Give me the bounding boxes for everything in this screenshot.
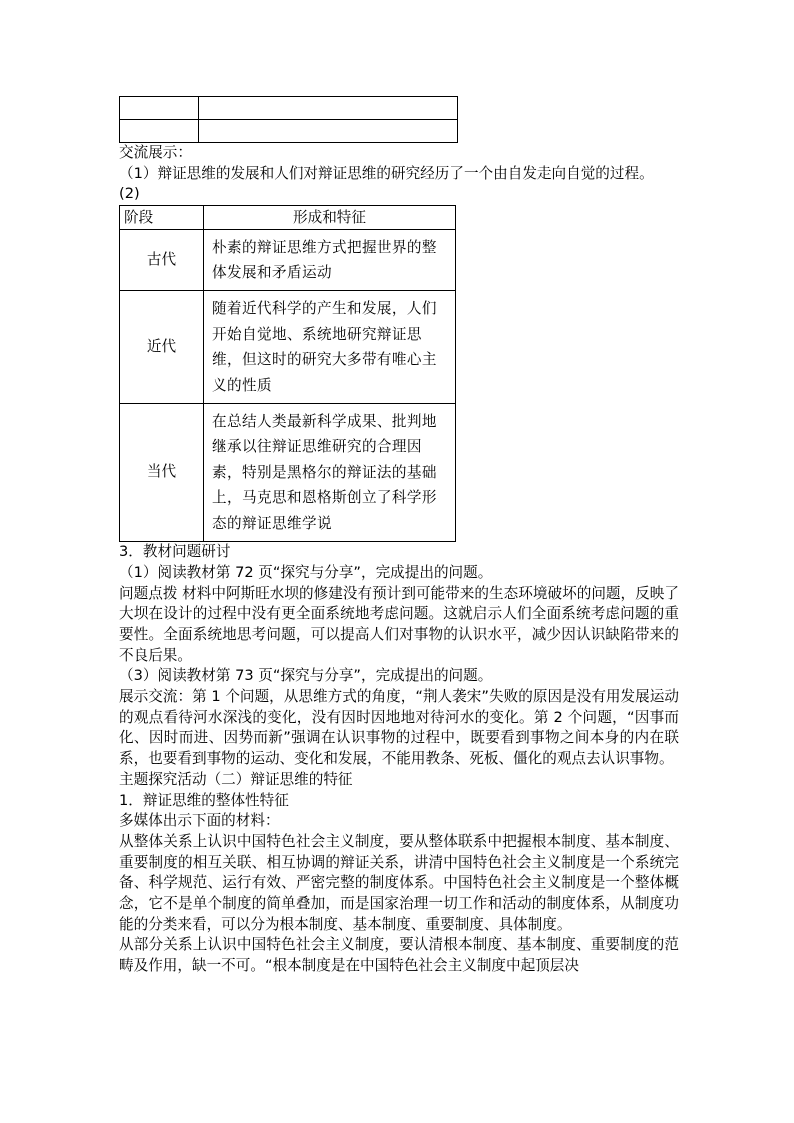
- table-header-row: [120, 206, 456, 230]
- media-intro: 多媒体出示下面的材料：: [119, 812, 280, 830]
- section-3-title: 3．教材问题研讨: [119, 543, 231, 561]
- stage-table: [119, 205, 456, 542]
- desc-cell: 朴素的辩证思维方式把握世界的整体发展和矛盾运动: [204, 230, 456, 291]
- table-row: [120, 230, 456, 291]
- header-stage: 阶段: [120, 206, 204, 230]
- table-row: [120, 404, 456, 542]
- table-row: [120, 97, 458, 120]
- theme-2-title: 主题探究活动（二）辩证思维的特征: [119, 770, 353, 788]
- point-1-title: 1．辩证思维的整体性特征: [119, 791, 289, 809]
- table-cell: [199, 97, 458, 120]
- section-3-answer-1: 问题点拨 材料中阿斯旺水坝的修建没有预计到可能带来的生态环境破坏的问题，反映了大坝在设计的过程中没有更全面系统地考虑问题。这就启示人们全面系统考虑问题的重要性。全面系统地思考问题，可以提高人们对事物的认识水平，减少因认识缺陷带来的不良后果。: [119, 584, 679, 664]
- era-cell: 当代: [120, 404, 204, 542]
- item-1-text: （1）辩证思维的发展和人们对辩证思维的研究经历了一个由自发走向自觉的过程。: [119, 164, 654, 182]
- empty-table-fragment: [119, 96, 458, 143]
- material-paragraph-1: 从整体关系上认识中国特色社会主义制度，要从整体联系中把握根本制度、基本制度、重要制度的相互关联、相互协调的辩证关系，讲清中国特色社会主义制度是一个系统完备、科学规范、运行有效、严密完整的制度体系。中国特色社会主义制度是一个整体概念，它不是单个制度的简单叠加，而是国家治理一切工作和活动的制度体系，从制度功能的分类来看，可以分为根本制度、基本制度、重要制度、具体制度。: [119, 832, 679, 933]
- document-page: [119, 96, 679, 977]
- table-cell: [120, 120, 199, 143]
- item-2-label: (2): [119, 185, 140, 203]
- exchange-label: 交流展示：: [119, 144, 192, 161]
- section-3-question-3: （3）阅读教材第 73 页“探究与分享”，完成提出的问题。: [119, 667, 493, 685]
- material-paragraph-2: 从部分关系上认识中国特色社会主义制度，要认清根本制度、基本制度、重要制度的范畴及作用，缺一不可。“根本制度是在中国特色社会主义制度中起顶层决: [119, 936, 679, 975]
- section-3-question-1: （1）阅读教材第 72 页“探究与分享”，完成提出的问题。: [119, 563, 493, 581]
- desc-cell: 随着近代科学的产生和发展，人们开始自觉地、系统地研究辩证思维，但这时的研究大多带有唯心主义的性质: [204, 291, 456, 404]
- table-row: [120, 120, 458, 143]
- era-cell: 近代: [120, 291, 204, 404]
- header-features: 形成和特征: [204, 206, 456, 230]
- table-cell: [199, 120, 458, 143]
- table-row: [120, 291, 456, 404]
- desc-cell: 在总结人类最新科学成果、批判地继承以往辩证思维研究的合理因素，特别是黑格尔的辩证法的基础上，马克思和恩格斯创立了科学形态的辩证思维学说: [204, 404, 456, 542]
- section-3-answer-3: 展示交流：第 1 个问题，从思维方式的角度，“荆人袭宋”失败的原因是没有用发展运动的观点看待河水深浅的变化，没有因时因地地对待河水的变化。第 2 个问题，“因事而化、因时而进、因势而新”强调在认识事物的过程中，既要看到事物之间本身的内在联系，也要看到事物的运动、变化和发展，不能用教条、死板、僵化的观点去认识事物。: [119, 688, 679, 768]
- era-cell: 古代: [120, 230, 204, 291]
- table-cell: [120, 97, 199, 120]
